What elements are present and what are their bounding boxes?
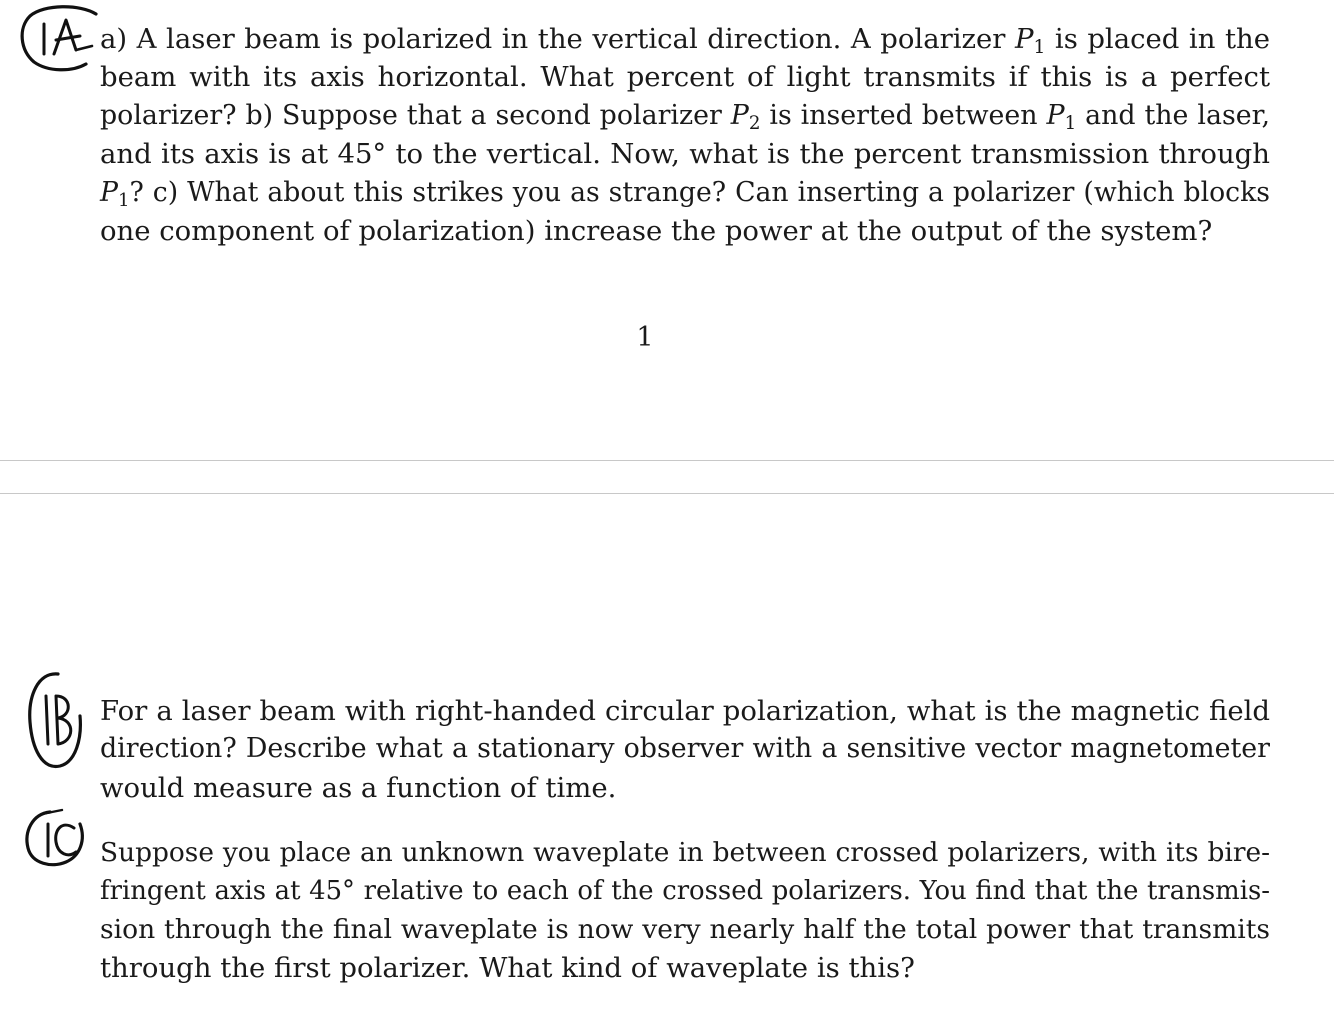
page-divider-bottom	[0, 493, 1334, 494]
q1c-line-3: sion through the final waveplate is now very nearly half the total power that transmits	[100, 913, 1270, 945]
q1a-line-4: and its axis is at 45° to the vertical. Now, what is the percent transmission through	[100, 138, 1270, 171]
question-1a	[100, 20, 1270, 250]
question-1b	[100, 692, 1270, 807]
q1a-line-1: a) A laser beam is polarized in the vertical direction. A polarizer $P_1$ is placed in the	[100, 23, 1270, 59]
q1b-line-2: direction? Describe what a stationary observer with a sensitive vector magnetometer	[100, 733, 1270, 765]
question-1c	[100, 834, 1270, 988]
q1a-line-3: polarizer? b) Suppose that a second polarizer $P_2$ is inserted between $P_1$ and the laser,	[100, 99, 1270, 134]
q1a-line-6: one component of polarization) increase the power at the output of the system?	[100, 215, 1213, 248]
handwritten-1c-annotation	[22, 806, 92, 870]
q1c-line-2: fringent axis at 45° relative to each of the crossed polarizers. You find that the transmis-	[100, 876, 1270, 907]
page-divider-top	[0, 460, 1334, 461]
q1c-line-1: Suppose you place an unknown waveplate in between crossed polarizers, with its bire-	[100, 837, 1270, 868]
handwritten-1a-annotation	[14, 2, 106, 76]
q1b-line-1: For a laser beam with right-handed circular polarization, what is the magnetic field	[100, 695, 1270, 727]
q1b-line-3: would measure as a function of time.	[100, 771, 617, 804]
q1a-line-5: $P_1$? c) What about this strikes you as strange? Can inserting a polarizer (which blocks	[100, 176, 1270, 211]
page-number: 1	[636, 322, 654, 353]
q1c-line-4: through the first polarizer. What kind of waveplate is this?	[100, 952, 915, 985]
q1a-line-2: beam with its axis horizontal. What percent of light transmits if this is a perfect	[100, 61, 1270, 94]
handwritten-1b-annotation	[24, 666, 86, 776]
